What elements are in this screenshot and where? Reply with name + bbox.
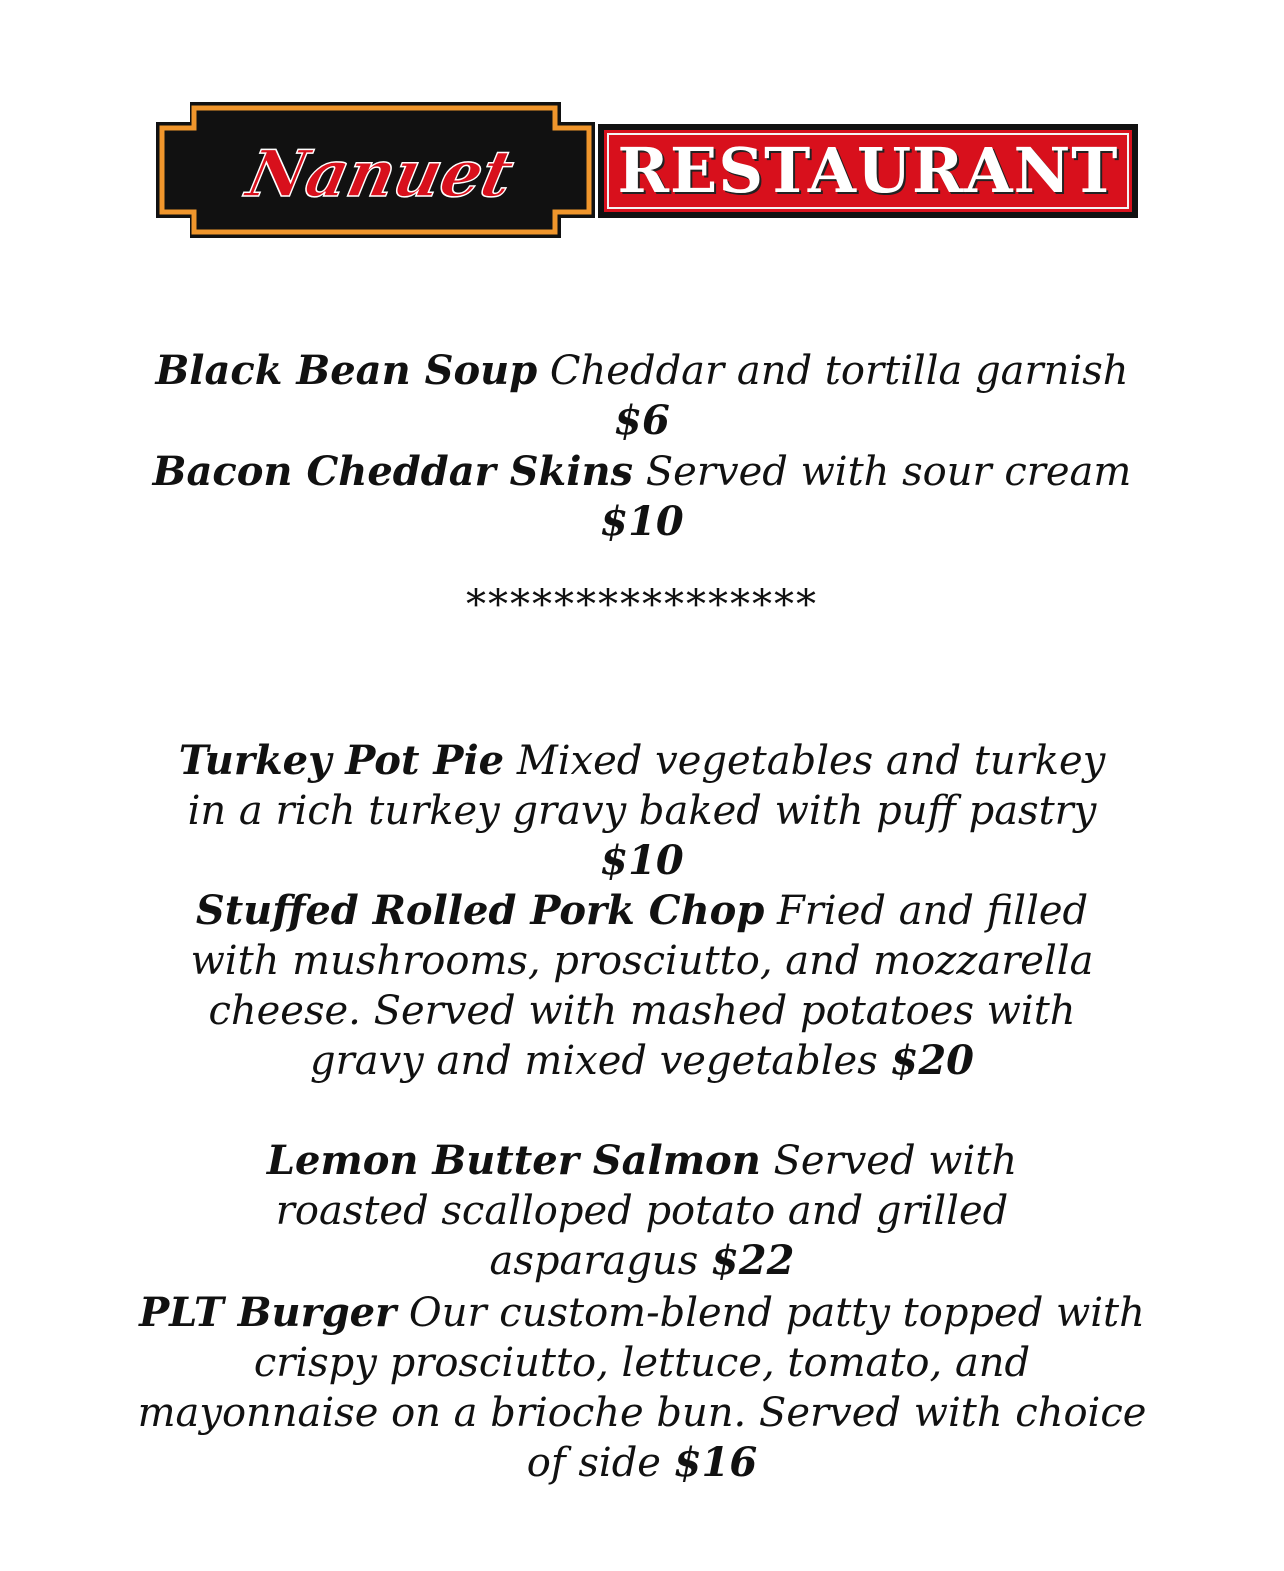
- section-divider: ****************: [466, 582, 818, 628]
- menu-item-stuffed-rolled-pork-chop: [170, 886, 1114, 1086]
- item-description: Mixed vegetables and turkey in a rich turkey gravy baked with puff pastry: [187, 738, 1106, 834]
- item-price: $10: [600, 498, 684, 545]
- menu-item-turkey-pot-pie: [170, 736, 1114, 886]
- item-name: Lemon Butter Salmon: [266, 1137, 761, 1184]
- item-name: Black Bean Soup: [155, 347, 538, 394]
- item-price: $10: [600, 837, 684, 884]
- item-name: Stuffed Rolled Pork Chop: [195, 887, 765, 934]
- item-description: Fried and filled with mushrooms, prosciutto, and mozzarella cheese. Served with mashed potatoes with gravy and mixed vegetables: [190, 888, 1094, 1084]
- menu-item-lemon-butter-salmon: [200, 1136, 1084, 1286]
- item-price: $6: [614, 397, 670, 444]
- item-name: Bacon Cheddar Skins: [152, 448, 634, 495]
- logo-block-word: RESTAURANT: [617, 134, 1119, 207]
- item-description: Cheddar and tortilla garnish: [549, 348, 1129, 394]
- item-price: $20: [890, 1037, 974, 1084]
- item-name: Turkey Pot Pie: [178, 737, 505, 784]
- item-price: $22: [710, 1237, 795, 1284]
- nanuet-script-logo: [154, 100, 597, 240]
- restaurant-banner: [600, 126, 1136, 216]
- logo-script-word: Nanuet: [240, 136, 520, 212]
- item-description: Served with roasted scalloped potato and grilled asparagus: [275, 1138, 1018, 1284]
- item-description: Served with sour cream: [645, 449, 1132, 495]
- item-price: $16: [673, 1439, 758, 1486]
- item-name: PLT Burger: [139, 1289, 397, 1336]
- restaurant-logo: [154, 100, 1136, 240]
- item-description: Our custom-blend patty topped with crispy prosciutto, lettuce, tomato, and mayonnaise on a brioche bun. Served with choice of side: [137, 1290, 1147, 1486]
- menu-item-black-bean-soup: [140, 346, 1144, 446]
- menu-item-plt-burger: [130, 1288, 1154, 1488]
- menu-item-bacon-cheddar-skins: [140, 447, 1144, 547]
